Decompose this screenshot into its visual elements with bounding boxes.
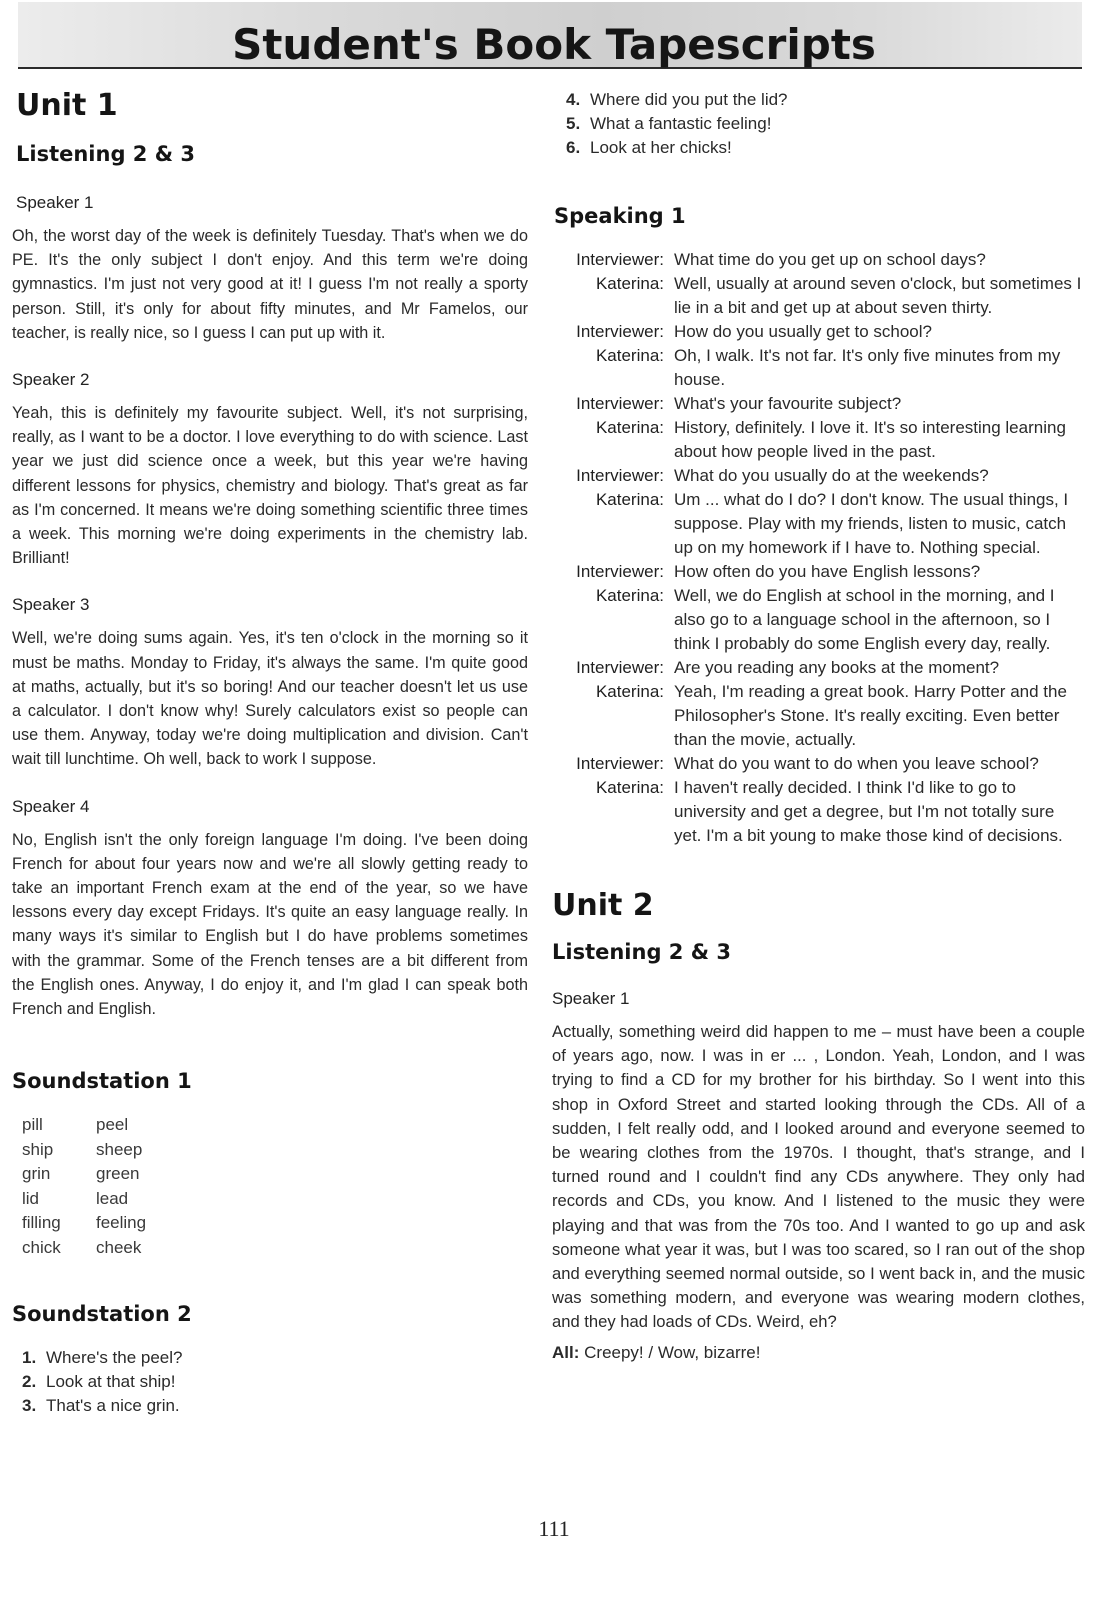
word: green xyxy=(96,1164,140,1184)
all-response xyxy=(552,1341,1085,1365)
dialogue-speaker: Katerina: xyxy=(595,418,664,437)
speaker-label: Speaker 1 xyxy=(16,193,94,212)
minimal-pairs-grid xyxy=(12,1113,528,1260)
dialogue-speaker: Interviewer: xyxy=(576,322,664,341)
dialogue-speaker: Katerina: xyxy=(595,274,664,293)
dialogue-speaker: Interviewer: xyxy=(576,466,664,485)
word: lid xyxy=(22,1188,40,1208)
dialogue-line: What time do you get up on school days? xyxy=(674,250,986,269)
item-number: 5. xyxy=(566,114,581,133)
item-number: 3. xyxy=(22,1396,37,1416)
page-title: Student's Book Tapescripts xyxy=(232,20,876,69)
item-number: 2. xyxy=(22,1372,37,1392)
list-item xyxy=(566,136,1085,160)
list-item xyxy=(566,88,1085,112)
dialogue-speaker: Katerina: xyxy=(595,682,664,701)
dialogue-speaker: Interviewer: xyxy=(576,658,664,677)
item-number: 1. xyxy=(22,1348,37,1368)
dialogue-line: What do you usually do at the weekends? xyxy=(674,466,989,485)
dialogue-line: History, definitely. I love it. It's so interesting learning about how people lived in the past. xyxy=(674,418,1066,461)
dialogue-speaker: Interviewer: xyxy=(576,754,664,773)
speaker-label: Speaker 1 xyxy=(552,989,630,1008)
word: sheep xyxy=(96,1139,143,1159)
list-item xyxy=(22,1394,528,1418)
speaker-paragraph: Oh, the worst day of the week is definitely Tuesday. That's when we do PE. It's the only subject I don't enjoy. And this term we're doing gymnastics. I'm just not very good at it! I guess I'm not really a sporty person. Still, it's only for about fifty minutes, and Mr Famelos, our teacher, is really nice, so I guess I can put up with it. xyxy=(12,227,528,342)
item-text: Where's the peel? xyxy=(46,1348,183,1368)
dialogue-line: Well, usually at around seven o'clock, but sometimes I lie in a bit and get up at about seven thirty. xyxy=(674,274,1082,317)
dialogue-speaker: Interviewer: xyxy=(576,562,664,581)
speaker-label: Speaker 4 xyxy=(12,796,90,816)
all-label: All: xyxy=(552,1342,580,1362)
sentence-list-continued xyxy=(566,88,1085,160)
word: chick xyxy=(22,1237,61,1257)
dialogue-line: How do you usually get to school? xyxy=(674,322,932,341)
dialogue-line: Oh, I walk. It's not far. It's only five minutes from my house. xyxy=(674,346,1061,389)
dialogue-line: What's your favourite subject? xyxy=(674,394,902,413)
dialogue-line: How often do you have English lessons? xyxy=(674,562,981,581)
word: cheek xyxy=(96,1237,142,1257)
item-text: That's a nice grin. xyxy=(46,1396,180,1416)
dialogue-speaker: Katerina: xyxy=(595,490,664,509)
left-column xyxy=(12,88,528,1418)
word: lead xyxy=(96,1188,129,1208)
dialogue-line: Well, we do English at school in the morning, and I also go to a language school in the afternoon, so I think I probably do some English every day, really. xyxy=(674,586,1055,653)
right-column xyxy=(552,88,1085,1365)
word: feeling xyxy=(96,1213,147,1233)
dialogue-line: What do you want to do when you leave school? xyxy=(674,754,1039,773)
speaker-paragraph: Actually, something weird did happen to me – must have been a couple of years ago, now. I was in er ... , London. Yeah, London, and I was trying to find a CD for my brother for his birthday. So I went into this shop in Oxford Street and started looking through the CDs. All of a sudden, I felt really odd, and I looked around and everyone seemed to be wearing clothes from the 1970s. I thought, that's strange, and I turned round and I couldn't find any CDs anywhere. They only had records and CDs, you know. And I listened to the music they were playing and that was from the 70s too. And I wanted to go up and ask someone what year it was, but I was too scared, so I ran out of the shop and everything seemed normal outside, so I went back in, and the music was something modern, and everyone was wearing modern clothes, and they had loads of CDs. Weird, eh? xyxy=(552,1022,1085,1332)
item-text: Where did you put the lid? xyxy=(590,90,788,109)
speaker-paragraph: No, English isn't the only foreign language I'm doing. I've been doing French for about four years now and we're all slowly getting ready to take an important French exam at the end of the year, so we have lessons every day except Fridays. It's quite an easy language really. In many ways it's similar to English but I do have problems sometimes with the grammar. Some of the French tenses are a bit different from the English ones. Anyway, I do enjoy it, and I'm glad I can speak both French and English. xyxy=(12,830,528,1019)
word: grin xyxy=(22,1164,51,1184)
soundstation-1-heading: Soundstation 1 xyxy=(12,1069,192,1094)
word: ship xyxy=(22,1139,54,1159)
dialogue-speaker: Interviewer: xyxy=(576,250,664,269)
list-item xyxy=(566,112,1085,136)
item-number: 6. xyxy=(566,138,581,157)
dialogue-line: Are you reading any books at the moment? xyxy=(674,658,1000,677)
unit-2-heading: Unit 2 xyxy=(552,888,654,923)
page-number: 111 xyxy=(538,1516,570,1541)
list-item xyxy=(22,1370,528,1394)
dialogue-line: I haven't really decided. I think I'd like to go to university and get a degree, but I'm not totally sure yet. I'm a bit young to make those kind of decisions. xyxy=(674,778,1063,845)
dialogue-line: Yeah, I'm reading a great book. Harry Potter and the Philosopher's Stone. It's really exciting. Even better than the movie, actually. xyxy=(674,682,1067,749)
dialogue-speaker: Katerina: xyxy=(595,586,664,605)
word: pill xyxy=(22,1115,43,1135)
word: filling xyxy=(22,1213,61,1233)
unit-2-section-heading: Listening 2 & 3 xyxy=(552,940,731,964)
speaker-label: Speaker 2 xyxy=(12,370,90,390)
dialogue-speaker: Interviewer: xyxy=(576,394,664,413)
item-number: 4. xyxy=(566,90,581,109)
section-heading: Listening 2 & 3 xyxy=(16,142,195,166)
soundstation-2-heading: Soundstation 2 xyxy=(12,1302,192,1327)
word: peel xyxy=(96,1115,129,1135)
dialogue-speaker: Katerina: xyxy=(595,346,664,365)
all-text: Creepy! / Wow, bizarre! xyxy=(584,1342,761,1362)
sentence-list xyxy=(22,1346,528,1418)
item-text: Look at her chicks! xyxy=(590,138,732,157)
speaker-paragraph: Well, we're doing sums again. Yes, it's ten o'clock in the morning so it must be maths. Monday to Friday, it's always the same. I'm quite good at maths, actually, but it's so boring! And our teacher doesn't let us use a calculator. I don't know why! Surely calculators exist so people can use them. Anyway, today we're doing multiplication and division. Can't wait till lunchtime. Oh well, back to work I suppose. xyxy=(12,629,528,769)
speaker-paragraph: Yeah, this is definitely my favourite subject. Well, it's not surprising, really, as I want to be a doctor. I love everything to do with science. Last year we just did science once a week, but this year we're having different lessons for physics, chemistry and biology. That's great as far as I'm concerned. It means we're doing something scientific three times a week. This morning we're doing experiments in the chemistry lab. Brilliant! xyxy=(12,404,528,568)
item-text: Look at that ship! xyxy=(46,1372,176,1392)
dialogue-speaker: Katerina: xyxy=(595,778,664,797)
interview-dialogue xyxy=(560,248,1085,848)
list-item xyxy=(22,1346,528,1370)
speaker-label: Speaker 3 xyxy=(12,595,90,615)
speaking-heading: Speaking 1 xyxy=(554,204,686,228)
item-text: What a fantastic feeling! xyxy=(590,114,772,133)
dialogue-line: Um ... what do I do? I don't know. The usual things, I suppose. Play with my friends, listen to music, catch up on my homework if I have to. Nothing special. xyxy=(674,490,1069,557)
unit-heading: Unit 1 xyxy=(16,88,118,123)
